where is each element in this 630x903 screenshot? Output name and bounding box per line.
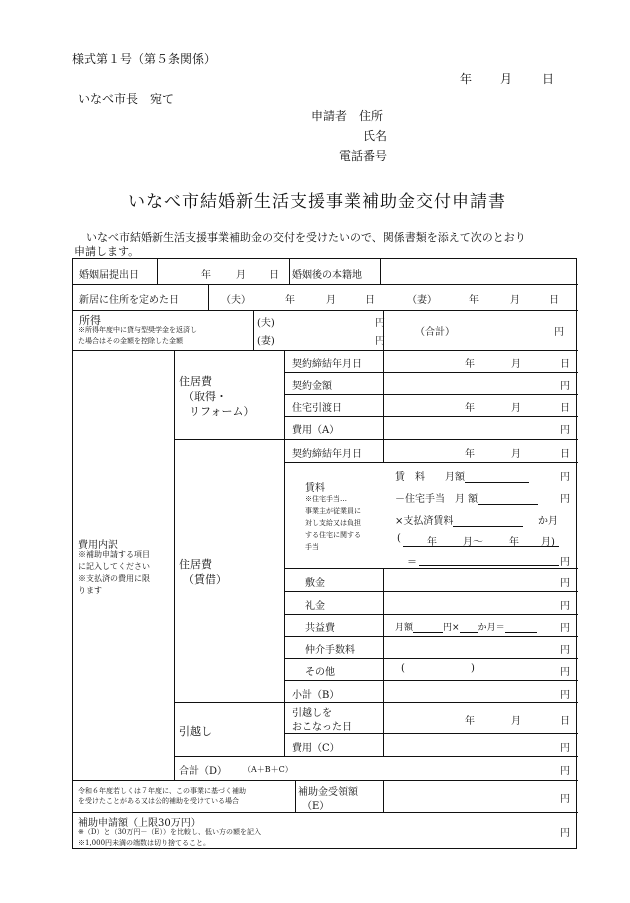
expense-note-2: に記入してください	[78, 562, 150, 571]
handover-month: 月	[511, 403, 521, 414]
prior-amount-label: 補助金受領額	[298, 787, 358, 798]
expense-note-1: ※補助申請する項目	[78, 550, 150, 559]
col-divider	[383, 780, 384, 812]
handover-year: 年	[465, 403, 475, 414]
application-table	[72, 258, 577, 849]
wife-label: （妻）	[407, 295, 437, 306]
marriage-month: 月	[236, 270, 246, 281]
yen-unit: 円	[560, 601, 570, 612]
row-divider	[284, 658, 578, 659]
buy-contract-day: 日	[560, 359, 570, 370]
applicant-address-label: 申請者 住所	[311, 109, 384, 123]
rent-period-underline	[403, 546, 559, 547]
prior-note-1: 令和６年度若しくは７年度に、この事業に基づく補助	[78, 787, 246, 795]
handover-date-label: 住宅引渡日	[292, 403, 342, 414]
row-divider	[73, 780, 578, 781]
common-months-input[interactable]	[460, 621, 478, 633]
row-divider	[284, 591, 578, 592]
rent-contract-day: 日	[560, 449, 570, 460]
rent-contract-date-label: 契約締結年月日	[292, 449, 362, 460]
income-wife-label: (妻)	[257, 336, 275, 347]
page-title: いなべ市結婚新生活支援事業補助金交付申請書	[128, 192, 506, 212]
husband-label: （夫）	[221, 295, 251, 306]
expense-note-4: ります	[78, 586, 102, 595]
moving-month: 月	[511, 716, 521, 727]
wife-month: 月	[510, 295, 520, 306]
col-divider	[383, 702, 384, 756]
income-note-2: た場合はその金額を控除した金額	[78, 337, 183, 345]
col-divider	[295, 780, 296, 812]
col-divider	[383, 350, 384, 462]
yen-unit: 円	[560, 667, 570, 678]
yen-unit: 円	[560, 766, 570, 777]
move-date-label: 新居に住所を定めた日	[79, 295, 179, 306]
row-divider	[284, 614, 578, 615]
row-divider	[73, 284, 578, 285]
rent-label: 賃料	[305, 483, 325, 494]
rent-note-3: 対し支給又は負担	[305, 519, 361, 527]
husband-year: 年	[285, 295, 295, 306]
husband-month: 月	[326, 295, 336, 306]
housing-allowance-input[interactable]	[478, 493, 538, 505]
other-label: その他	[305, 667, 335, 678]
common-fee-label: 共益費	[305, 623, 335, 634]
date-day: 日	[542, 72, 555, 86]
row-divider	[73, 310, 578, 311]
marriage-day: 日	[269, 270, 279, 281]
yen-unit: 円	[554, 327, 564, 338]
yen-unit: 円	[375, 336, 385, 347]
col-divider	[284, 350, 285, 756]
months-unit: か月	[538, 516, 558, 527]
applicant-phone-label: 電話番号	[339, 149, 388, 163]
addressee: いなべ市長 宛て	[78, 92, 175, 106]
wife-year: 年	[469, 295, 479, 306]
moving-day: 日	[560, 716, 570, 727]
col-divider	[174, 350, 175, 780]
yen-unit: 円	[560, 645, 570, 656]
marriage-year: 年	[201, 270, 211, 281]
date-year: 年	[460, 72, 473, 86]
moving-year: 年	[465, 716, 475, 727]
rent-note-1: ※住宅手当…	[305, 495, 347, 503]
col-divider	[289, 259, 290, 284]
rent-period-year-1: 年	[427, 537, 437, 548]
row-divider	[174, 439, 578, 440]
housing-rent-label-2: （賃借）	[183, 573, 227, 586]
expense-note-3: ※支払済の費用に限	[78, 574, 150, 583]
rent-period-year-2: 年	[509, 537, 519, 548]
buy-contract-date-label: 契約締結年月日	[292, 359, 362, 370]
rent-period-open: (	[397, 533, 401, 544]
common-monthly-input[interactable]	[413, 621, 443, 633]
husband-day: 日	[365, 295, 375, 306]
rent-calc-line-2	[395, 490, 538, 505]
yen-unit: 円	[560, 425, 570, 436]
applicant-name-label: 氏名	[363, 129, 388, 143]
sum-d-label: 合計（D）	[179, 766, 228, 777]
income-label: 所得	[79, 314, 101, 327]
handover-day: 日	[560, 403, 570, 414]
buy-contract-year: 年	[465, 359, 475, 370]
request-label: 補助申請額（上限30万円）	[78, 818, 201, 829]
row-divider	[284, 680, 578, 681]
rent-calc-1-label: 賃 料 月額	[395, 472, 465, 483]
moving-label: 引越し	[179, 725, 212, 738]
row-divider	[284, 636, 578, 637]
yen-unit: 円	[560, 494, 570, 505]
rent-period-month-1: 月～	[463, 537, 483, 548]
row-divider	[284, 372, 578, 373]
rent-monthly-input[interactable]	[465, 471, 529, 483]
rent-contract-year: 年	[465, 449, 475, 460]
rent-period-month-2: 月)	[541, 537, 555, 548]
intro-line-1: いなべ市結婚新生活支援事業補助金の交付を受けたいので、関係書類を添えて次のとおり	[86, 231, 526, 244]
housing-buy-label-3: リフォーム）	[189, 405, 255, 418]
row-divider	[73, 812, 578, 813]
row-divider	[174, 702, 578, 703]
housing-rent-label: 住居費	[179, 558, 212, 571]
domicile-label: 婚姻後の本籍地	[292, 270, 362, 281]
prior-amount-e: （E）	[302, 801, 330, 812]
yen-unit: 円	[560, 690, 570, 701]
sum-formula: （A＋B＋C）	[243, 765, 293, 774]
yen-unit: 円	[560, 794, 570, 805]
subtotal-b-label: 小計（B）	[292, 690, 340, 701]
moving-date-label-1: 引越しを	[292, 708, 332, 719]
domicile-input[interactable]	[383, 261, 573, 281]
marriage-date-label: 婚姻届提出日	[79, 270, 139, 281]
yen-unit: 円	[375, 318, 385, 329]
yen-unit: 円	[560, 743, 570, 754]
rent-calc-2-label: －住宅手当 月 額	[395, 494, 479, 505]
key-money-label: 礼金	[305, 601, 325, 612]
rent-note-4: する住宅に関する	[305, 531, 361, 539]
buy-contract-month: 月	[511, 359, 521, 370]
common-total-input[interactable]	[505, 621, 537, 633]
row-divider	[284, 733, 578, 734]
row-divider	[284, 568, 578, 569]
row-divider	[174, 756, 578, 757]
request-note-2: ※1,000円未満の端数は切り捨てること。	[78, 839, 211, 847]
income-note-1: ※所得年度中に貸与型奨学金を返済し	[78, 326, 197, 334]
broker-fee-label: 仲介手数料	[305, 645, 355, 656]
buy-amount-label: 契約金額	[292, 381, 332, 392]
rent-calc-3-label: ×支払済賃料	[395, 516, 454, 527]
col-divider	[157, 259, 158, 284]
cost-a-label: 費用（A）	[292, 425, 340, 436]
col-divider	[253, 310, 254, 350]
intro-line-2: 申請します。	[74, 245, 140, 258]
row-divider	[73, 350, 578, 351]
rent-note-2: 事業主が従業員に	[305, 507, 361, 515]
expense-label: 費用内訳	[78, 540, 118, 551]
housing-buy-label-2: （取得・	[183, 390, 227, 403]
row-divider	[284, 394, 578, 395]
col-divider	[383, 568, 384, 702]
income-husband-label: (夫)	[257, 318, 275, 329]
common-monthly-label: 月額	[395, 623, 414, 633]
yen-unit: 円	[560, 623, 570, 634]
yen-unit: 円	[560, 578, 570, 589]
rent-calc-line-3	[395, 512, 523, 527]
date-month: 月	[500, 72, 513, 86]
other-paren-open: (	[401, 663, 405, 674]
rent-eq: ＝	[407, 557, 417, 568]
moving-cost-label: 費用（C）	[292, 743, 340, 754]
housing-buy-label: 住居費	[179, 375, 212, 388]
row-divider	[284, 462, 578, 463]
other-paren-close: )	[471, 663, 475, 674]
rent-total-underline	[419, 565, 559, 566]
row-divider	[284, 416, 578, 417]
common-yen-times: 円×	[443, 623, 460, 633]
request-note-1: ※（D）と（30万円－（E））を比較し、低い方の額を記入	[78, 828, 261, 836]
form-number: 様式第１号（第５条関係）	[72, 52, 217, 66]
rent-contract-month: 月	[511, 449, 521, 460]
yen-unit: 円	[560, 472, 570, 483]
common-fee-calc	[395, 620, 537, 633]
common-months-eq: か月＝	[477, 623, 505, 633]
moving-date-label-2: おこなった日	[292, 722, 352, 733]
yen-unit: 円	[560, 557, 570, 568]
prior-note-2: を受けたことがある又は公的補助を受けている場合	[78, 797, 239, 805]
yen-unit: 円	[560, 381, 570, 392]
col-divider	[380, 259, 381, 284]
paid-months-input[interactable]	[453, 515, 523, 527]
rent-note-5: 手当	[305, 543, 319, 551]
rent-calc-line-1	[395, 468, 529, 483]
deposit-label: 敷金	[305, 578, 325, 589]
income-total-label: （合計）	[415, 327, 455, 338]
col-divider	[208, 284, 209, 310]
yen-unit: 円	[560, 828, 570, 839]
wife-day: 日	[549, 295, 559, 306]
